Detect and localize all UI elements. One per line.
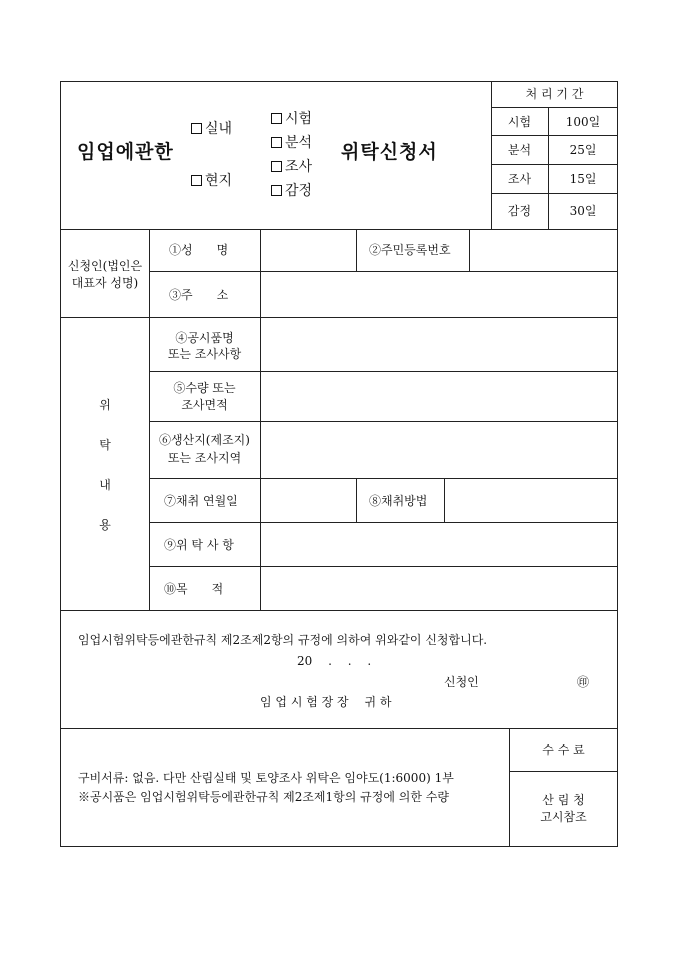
processing-type: 시험 — [507, 115, 532, 129]
rule — [491, 135, 618, 136]
processing-type: 분석 — [507, 143, 532, 157]
processing-days: 30일 — [569, 204, 597, 218]
checkbox-icon — [271, 161, 282, 172]
commission-details-field[interactable] — [261, 524, 617, 565]
item-product-name-label: ④공시품명 — [175, 331, 234, 345]
name-field[interactable] — [261, 230, 355, 270]
processing-type: 감정 — [507, 204, 532, 218]
applicant-section-label: 신청인(법인은 대표자 성명) — [67, 259, 143, 290]
rule — [356, 478, 357, 522]
collection-date-field[interactable] — [261, 480, 355, 521]
item-quantity-label: ⑤수량 또는 — [173, 381, 236, 395]
address-field[interactable] — [261, 272, 617, 316]
processing-days: 25일 — [569, 143, 597, 157]
fee-value: 산 림 청 — [542, 793, 585, 807]
processing-type: 조사 — [507, 172, 532, 186]
type-option-test[interactable]: 시험 — [271, 112, 312, 126]
rule — [149, 229, 150, 610]
item-quantity-label: 조사면적 — [181, 398, 228, 412]
origin-field[interactable] — [261, 423, 617, 477]
rule — [149, 566, 618, 567]
type-option-analysis[interactable]: 분석 — [271, 136, 312, 150]
rule — [61, 610, 618, 611]
required-documents: 구비서류: 없음. 다만 산림실태 및 토양조사 위탁은 임야도(1:6000) 1부 — [78, 771, 454, 785]
location-option-field[interactable]: 현지 — [191, 174, 232, 188]
checkbox-icon — [271, 113, 282, 124]
quantity-field[interactable] — [261, 373, 617, 420]
rule — [149, 478, 618, 479]
statement-text: 임업시험위탁등에관한규칙 제2조제2항의 규정에 의하여 위와같이 신청합니다. — [78, 633, 488, 647]
rule — [149, 421, 618, 422]
rule — [61, 728, 618, 729]
registration-number-label: ②주민등록번호 — [369, 243, 451, 257]
rule — [509, 771, 618, 772]
location-option-indoor[interactable]: 실내 — [191, 122, 232, 136]
processing-days: 15일 — [569, 172, 597, 186]
item-origin-label: ⑥생산지(제조지) — [159, 433, 250, 447]
rule — [491, 107, 618, 108]
application-form — [60, 81, 618, 847]
address-label: ③주 소 — [169, 288, 229, 302]
processing-days: 100일 — [565, 115, 601, 129]
addressee: 임 업 시 험 장 장 귀 하 — [260, 695, 392, 709]
item-product-name-label: 또는 조사사항 — [167, 347, 242, 361]
checkbox-icon — [271, 185, 282, 196]
purpose-field[interactable] — [261, 568, 617, 609]
content-section-label: 탁 — [99, 438, 111, 452]
checkbox-icon — [191, 123, 202, 134]
rule — [149, 522, 618, 523]
rule — [491, 193, 618, 194]
form-title-left: 임업에관한 — [77, 141, 174, 163]
content-section-label: 내 — [99, 478, 111, 492]
item-collection-date-label: ⑦채취 연월일 — [164, 494, 238, 508]
fee-value: 고시참조 — [540, 810, 587, 824]
item-commission-details-label: ⑨위 탁 사 항 — [164, 538, 234, 552]
processing-title: 처 리 기 간 — [525, 87, 584, 101]
collection-method-field[interactable] — [445, 480, 617, 521]
rule — [356, 229, 357, 271]
registration-number-field[interactable] — [470, 230, 617, 270]
form-title-right: 위탁신청서 — [341, 141, 438, 163]
type-option-survey[interactable]: 조사 — [271, 160, 312, 174]
rule — [149, 371, 618, 372]
rule — [61, 317, 618, 318]
item-collection-method-label: ⑧채취방법 — [369, 494, 428, 508]
item-origin-label: 또는 조사지역 — [167, 451, 242, 465]
rule — [491, 164, 618, 165]
type-option-appraisal[interactable]: 감정 — [271, 184, 312, 198]
sample-note: ※공시품은 임업시험위탁등에관한규칙 제2조제1항의 규정에 의한 수량 — [78, 790, 449, 804]
checkbox-icon — [271, 137, 282, 148]
name-label: ①성 명 — [169, 243, 229, 257]
applicant-signature-label: 신청인 — [444, 675, 479, 689]
content-section-label: 위 — [99, 398, 111, 412]
checkbox-icon — [191, 175, 202, 186]
product-name-field[interactable] — [261, 319, 617, 370]
item-purpose-label: ⑩목 적 — [164, 582, 224, 596]
seal-mark: ㊞ — [577, 675, 590, 689]
fee-label: 수 수 료 — [542, 743, 585, 757]
statement-date: 20 . . . — [297, 654, 372, 668]
content-section-label: 용 — [99, 518, 111, 532]
